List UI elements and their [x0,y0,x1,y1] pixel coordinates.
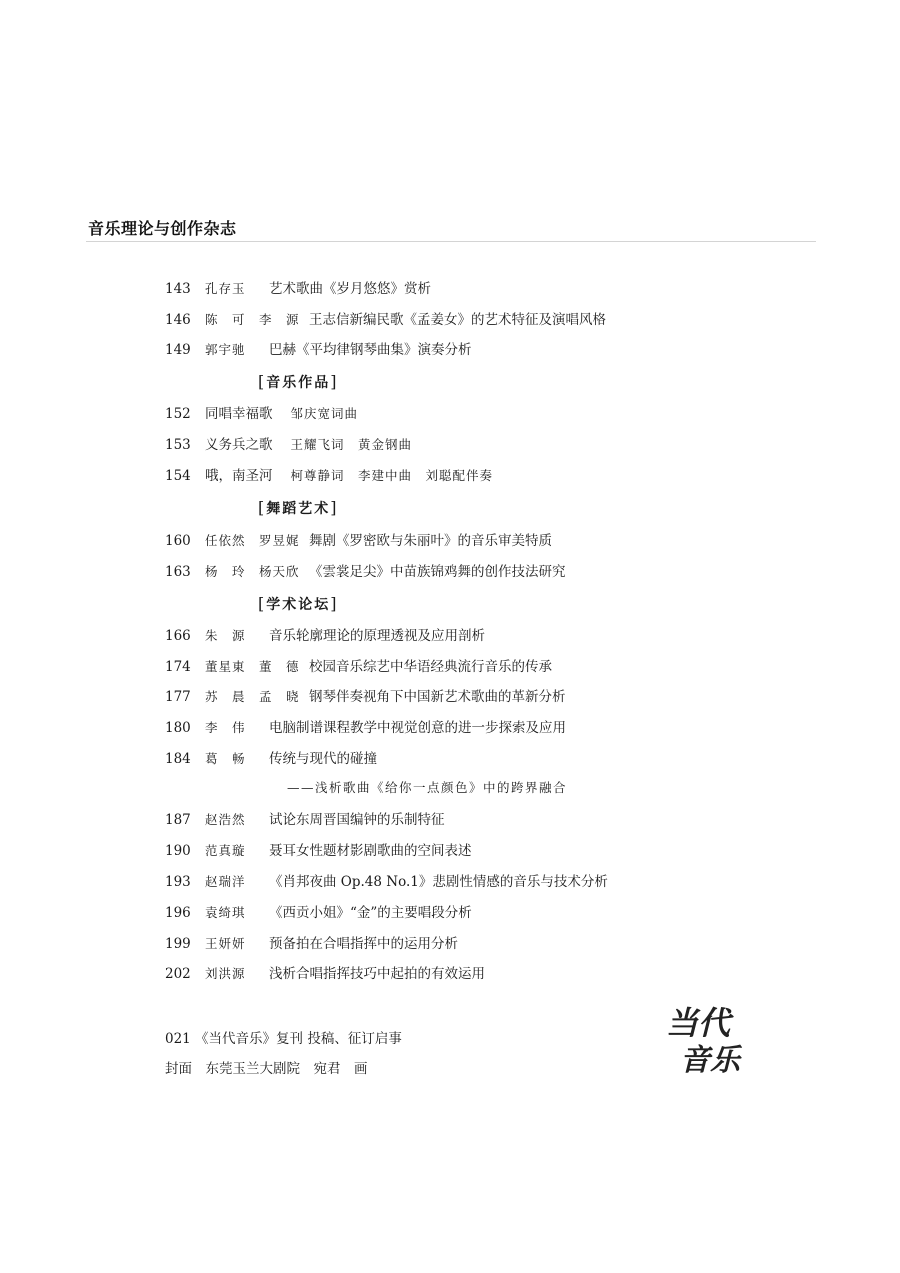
entry-title: 钢琴伴奏视角下中国新艺术歌曲的革新分析 [309,689,566,705]
entry-author: 苏 晨 孟 晓 [205,689,300,704]
entry-title: 舞剧《罗密欧与朱丽叶》的音乐审美特质 [309,533,552,549]
entry-author: 王妍妍 [205,936,246,951]
entry-title: 义务兵之歌 [205,437,273,453]
journal-title: 音乐理论与创作杂志 [88,219,237,238]
page-number: 149 [165,342,191,358]
section-label: 音乐作品 [266,375,331,391]
entry-title: 哦，南圣河 [205,468,273,484]
footer-cover-credit: 封面 东莞玉兰大剧院 宛君 画 [165,1061,368,1077]
page-number: 143 [165,281,191,297]
toc-entry [165,902,472,924]
page-number: 193 [165,874,191,890]
toc-entry [165,339,472,361]
entry-author: 刘洪源 [205,966,246,981]
entry-title: 校园音乐综艺中华语经典流行音乐的传承 [309,659,552,675]
journal-logo [662,1000,750,1076]
entry-title: 艺术歌曲《岁月悠悠》赏析 [269,281,431,297]
page-number: 196 [165,905,191,921]
toc-entry [165,809,445,831]
section-heading: [学术论坛] [258,594,339,613]
toc-entry [165,625,485,647]
logo-line-2: 音乐 [680,1043,740,1076]
toc-entry [165,530,552,552]
entry-title: 聂耳女性题材影剧歌曲的空间表述 [269,843,472,859]
entry-author: 赵瑞洋 [205,874,246,889]
toc-entry [165,840,472,862]
entry-title: 音乐轮廓理论的原理透视及应用剖析 [269,628,485,644]
page-number: 153 [165,437,191,453]
entry-credits: 柯尊静词 李建中曲 刘聪配伴奏 [290,468,494,483]
toc-entry [165,465,493,487]
entry-subtitle: ——浅析歌曲《给你一点颜色》中的跨界融合 [287,780,568,795]
section-label: 学术论坛 [266,597,331,613]
entry-title: 《雲裳足尖》中苗族锦鸡舞的创作技法研究 [309,564,566,580]
entry-author: 郭宇驰 [205,342,246,357]
page-number: 160 [165,533,191,549]
entry-title: 同唱幸福歌 [205,406,273,422]
page-number: 174 [165,659,191,675]
entry-credits: 王耀飞词 黄金钢曲 [290,437,413,452]
entry-author: 任依然 罗昱娓 [205,533,300,548]
toc-entry [165,871,608,893]
entry-author: 陈 可 李 源 [205,312,300,327]
entry-title: 《肖邦夜曲 Op.48 No.1》悲剧性情感的音乐与技术分析 [269,874,608,890]
entry-author: 赵浩然 [205,812,246,827]
toc-entry [165,717,566,739]
entry-title: 浅析合唱指挥技巧中起拍的有效运用 [269,966,485,982]
toc-entry [165,403,358,425]
page-number: 184 [165,751,191,767]
entry-author: 袁绮琪 [205,905,246,920]
page-number: 180 [165,720,191,736]
toc-entry [165,748,377,770]
page-number: 202 [165,966,191,982]
page-number: 152 [165,406,191,422]
entry-title: 巴赫《平均律钢琴曲集》演奏分析 [269,342,472,358]
entry-author: 杨 玲 杨天欣 [205,564,300,579]
section-heading: [舞蹈艺术] [258,498,339,517]
entry-author: 李 伟 [205,720,246,735]
entry-title: 王志信新编民歌《孟姜女》的艺术特征及演唱风格 [309,312,606,328]
page-number: 199 [165,936,191,952]
page-number: 187 [165,812,191,828]
toc-entry [165,434,412,456]
page-number: 163 [165,564,191,580]
entry-credits: 邹庆宽词曲 [290,406,359,421]
entry-author: 孔存玉 [205,281,246,296]
page-number: 146 [165,312,191,328]
page-number: 177 [165,689,191,705]
footer-notice: 021 《当代音乐》复刊 投稿、征订启事 [165,1031,402,1047]
page-number: 154 [165,468,191,484]
header-divider [86,241,816,242]
page-number: 166 [165,628,191,644]
entry-title: 电脑制谱课程教学中视觉创意的进一步探索及应用 [269,720,566,736]
entry-author: 范真璇 [205,843,246,858]
toc-entry [165,933,458,955]
entry-title: 试论东周晋国编钟的乐制特征 [269,812,445,828]
entry-title: 《西贡小姐》“金”的主要唱段分析 [269,905,472,921]
entry-title: 传统与现代的碰撞 [269,751,377,767]
entry-title: 预备拍在合唱指挥中的运用分析 [269,936,458,952]
entry-author: 葛 畅 [205,751,246,766]
entry-author: 朱 源 [205,628,246,643]
entry-author: 董星東 董 德 [205,659,300,674]
page-number: 190 [165,843,191,859]
toc-entry [165,656,552,678]
toc-entry [165,309,606,331]
toc-entry [165,686,566,708]
toc-entry [165,561,566,583]
section-label: 舞蹈艺术 [266,501,331,517]
toc-entry [165,963,485,985]
section-heading: [音乐作品] [258,372,339,391]
toc-entry [165,278,431,300]
logo-line-1: 当代 [666,1004,731,1042]
